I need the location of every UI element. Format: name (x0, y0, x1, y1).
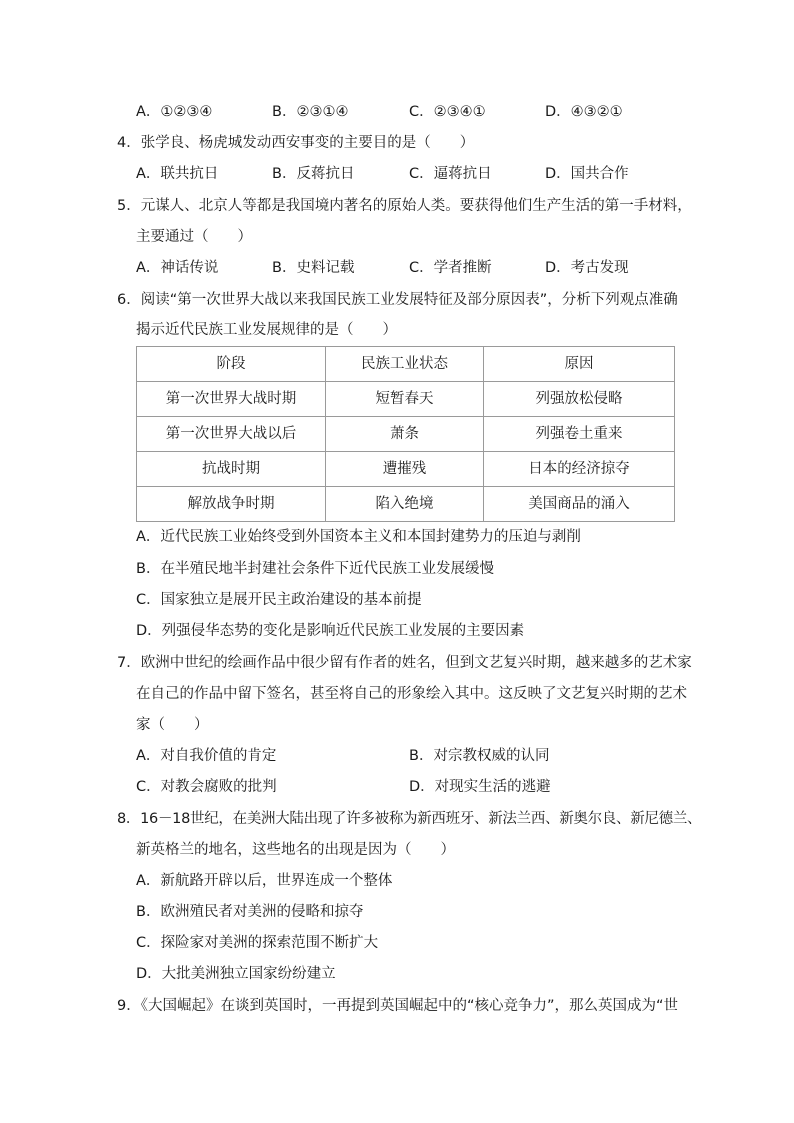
q7-option-c[interactable]: C．对教会腐败的批判 (136, 779, 277, 795)
q8-stem-line-2: 新英格兰的地名，这些地名的出现是因为（ ） (136, 842, 455, 858)
table-cell: 陷入绝境 (326, 487, 484, 522)
q6-option-a[interactable]: A．近代民族工业始终受到外国资本主义和本国封建势力的压迫与剥削 (136, 529, 581, 545)
table-row (137, 382, 675, 417)
q8-stem-line-1: 8．16－18世纪，在美洲大陆出现了许多被称为新西班牙、新法兰西、新奥尔良、新尼德兰、 (117, 811, 702, 827)
table-cell: 萧条 (326, 417, 484, 452)
q5-option-a[interactable]: A．神话传说 (136, 260, 219, 276)
q3-option-a[interactable]: A．①②③④ (136, 104, 213, 120)
table-cell: 第一次世界大战时期 (137, 382, 326, 417)
q8-option-d[interactable]: D．大批美洲独立国家纷纷建立 (136, 966, 336, 982)
q7-option-a[interactable]: A．对自我价值的肯定 (136, 748, 277, 764)
table-row (137, 417, 675, 452)
table-row (137, 452, 675, 487)
q7-stem-line-3: 家（ ） (136, 717, 209, 733)
q8-option-c[interactable]: C．探险家对美洲的探索范围不断扩大 (136, 935, 379, 951)
table-header-cell: 原因 (484, 347, 675, 382)
q5-option-c[interactable]: C．学者推断 (409, 260, 492, 276)
q8-option-b[interactable]: B．欧洲殖民者对美洲的侵略和掠夺 (136, 904, 364, 920)
q6-stem-line-2: 揭示近代民族工业发展规律的是（ ） (136, 322, 397, 338)
q6-stem-line-1: 6．阅读“第一次世界大战以来我国民族工业发展特征及部分原因表”，分析下列观点准确 (117, 292, 678, 308)
table-cell: 第一次世界大战以后 (137, 417, 326, 452)
q7-stem-line-2: 在自己的作品中留下签名，甚至将自己的形象绘入其中。这反映了文艺复兴时期的艺术 (136, 686, 687, 702)
table-cell: 日本的经济掠夺 (484, 452, 675, 487)
table-cell: 解放战争时期 (137, 487, 326, 522)
q5-option-d[interactable]: D．考古发现 (545, 260, 629, 276)
q7-stem-line-1: 7．欧洲中世纪的绘画作品中很少留有作者的姓名，但到文艺复兴时期，越来越多的艺术家 (117, 655, 692, 671)
q8-option-a[interactable]: A．新航路开辟以后，世界连成一个整体 (136, 873, 393, 889)
table-cell: 短暂春天 (326, 382, 484, 417)
q7-option-b[interactable]: B．对宗教权威的认同 (409, 748, 550, 764)
q4-option-d[interactable]: D．国共合作 (545, 166, 629, 182)
table-header-cell: 民族工业状态 (326, 347, 484, 382)
q6-option-c[interactable]: C．国家独立是展开民主政治建设的基本前提 (136, 592, 422, 608)
q4-option-b[interactable]: B．反蒋抗日 (272, 166, 355, 182)
table-header-cell: 阶段 (137, 347, 326, 382)
table-cell: 列强卷土重来 (484, 417, 675, 452)
q5-option-b[interactable]: B．史料记载 (272, 260, 355, 276)
table-header-row (137, 347, 675, 382)
table-cell: 列强放松侵略 (484, 382, 675, 417)
q4-option-a[interactable]: A．联共抗日 (136, 166, 219, 182)
q4-stem: 4．张学良、杨虎城发动西安事变的主要目的是（ ） (117, 135, 475, 151)
table-cell: 遭摧残 (326, 452, 484, 487)
q6-option-b[interactable]: B．在半殖民地半封建社会条件下近代民族工业发展缓慢 (136, 561, 494, 577)
table-cell: 抗战时期 (137, 452, 326, 487)
industry-stage-table (136, 346, 675, 522)
table-row (137, 487, 675, 522)
q6-option-d[interactable]: D．列强侵华态势的变化是影响近代民族工业发展的主要因素 (136, 623, 525, 639)
q5-stem-line-2: 主要通过（ ） (136, 229, 252, 245)
q9-stem-line-1: 9．《大国崛起》在谈到英国时，一再提到英国崛起中的“核心竞争力”，那么英国成为“世 (117, 998, 679, 1014)
q3-option-b[interactable]: B．②③①④ (272, 104, 349, 120)
q5-stem-line-1: 5．元谋人、北京人等都是我国境内著名的原始人类。要获得他们生产生活的第一手材料， (117, 198, 692, 214)
q7-option-d[interactable]: D．对现实生活的逃避 (409, 779, 551, 795)
table-cell: 美国商品的涌入 (484, 487, 675, 522)
q3-option-c[interactable]: C．②③④① (409, 104, 486, 120)
q4-option-c[interactable]: C．逼蒋抗日 (409, 166, 492, 182)
q3-option-d[interactable]: D．④③②① (545, 104, 623, 120)
